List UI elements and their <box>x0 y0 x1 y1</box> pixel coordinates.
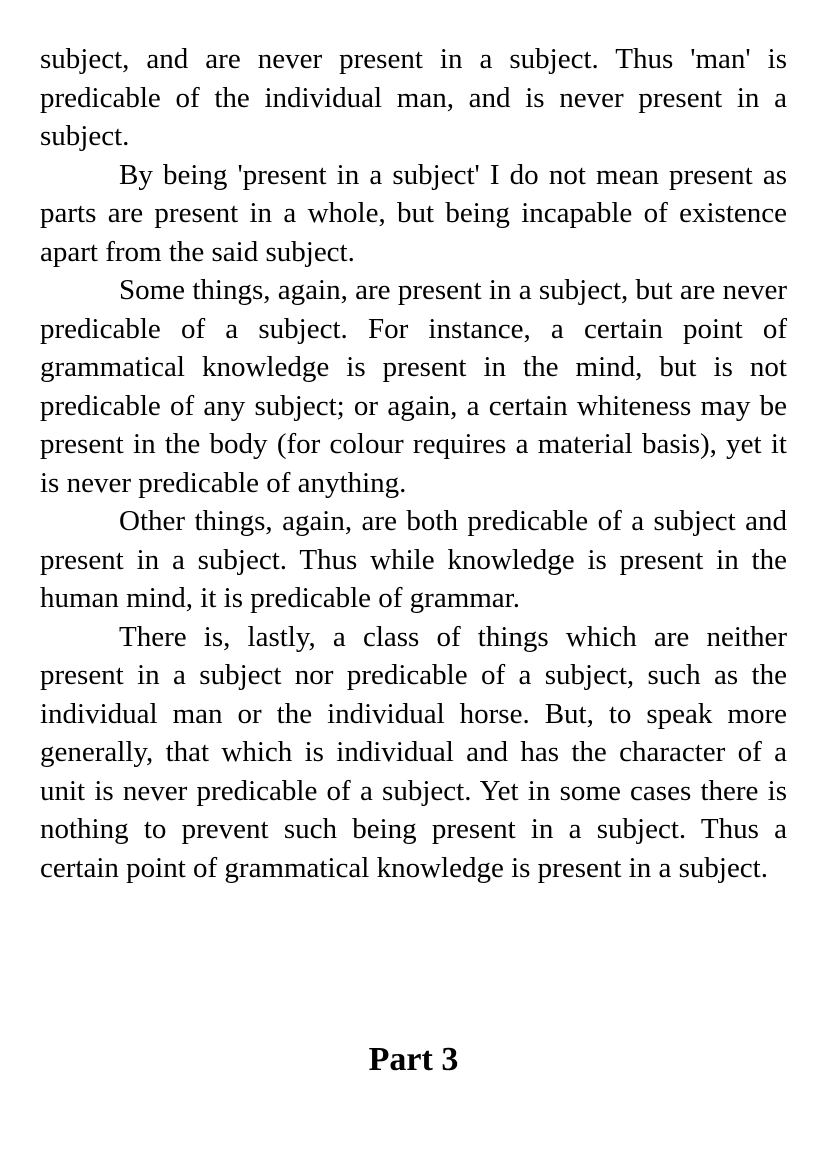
section-heading: Part 3 <box>368 1041 459 1078</box>
document-page <box>40 40 787 1078</box>
paragraph-4: Other things, again, are both predicable of a subject and present in a subject. Thus while knowledge is present in the human mind, it is predicable of grammar. <box>40 505 787 614</box>
paragraph-5: There is, lastly, a class of things which are neither present in a subject nor predicable of a subject, such as the individual man or the individual horse. But, to speak more generally, that which is individual and has the character of a unit is never predicable of a subject. Yet in some cases there is nothing to prevent such being present in a subject. Thus a certain point of grammatical knowledge is present in a subject. <box>40 620 787 884</box>
paragraph-1: subject, and are never present in a subject. Thus 'man' is predicable of the individual man, and is never present in a subject. <box>40 43 787 152</box>
paragraph-2: By being 'present in a subject' I do not mean present as parts are present in a whole, but being incapable of existence apart from the said subject. <box>40 158 787 268</box>
paragraph-3: Some things, again, are present in a subject, but are never predicable of a subject. For instance, a certain point of grammatical knowledge is present in the mind, but is not predicable of any subject; or again, a certain whiteness may be present in the body (for colour requires a material basis), yet it is never predicable of anything. <box>40 274 787 499</box>
